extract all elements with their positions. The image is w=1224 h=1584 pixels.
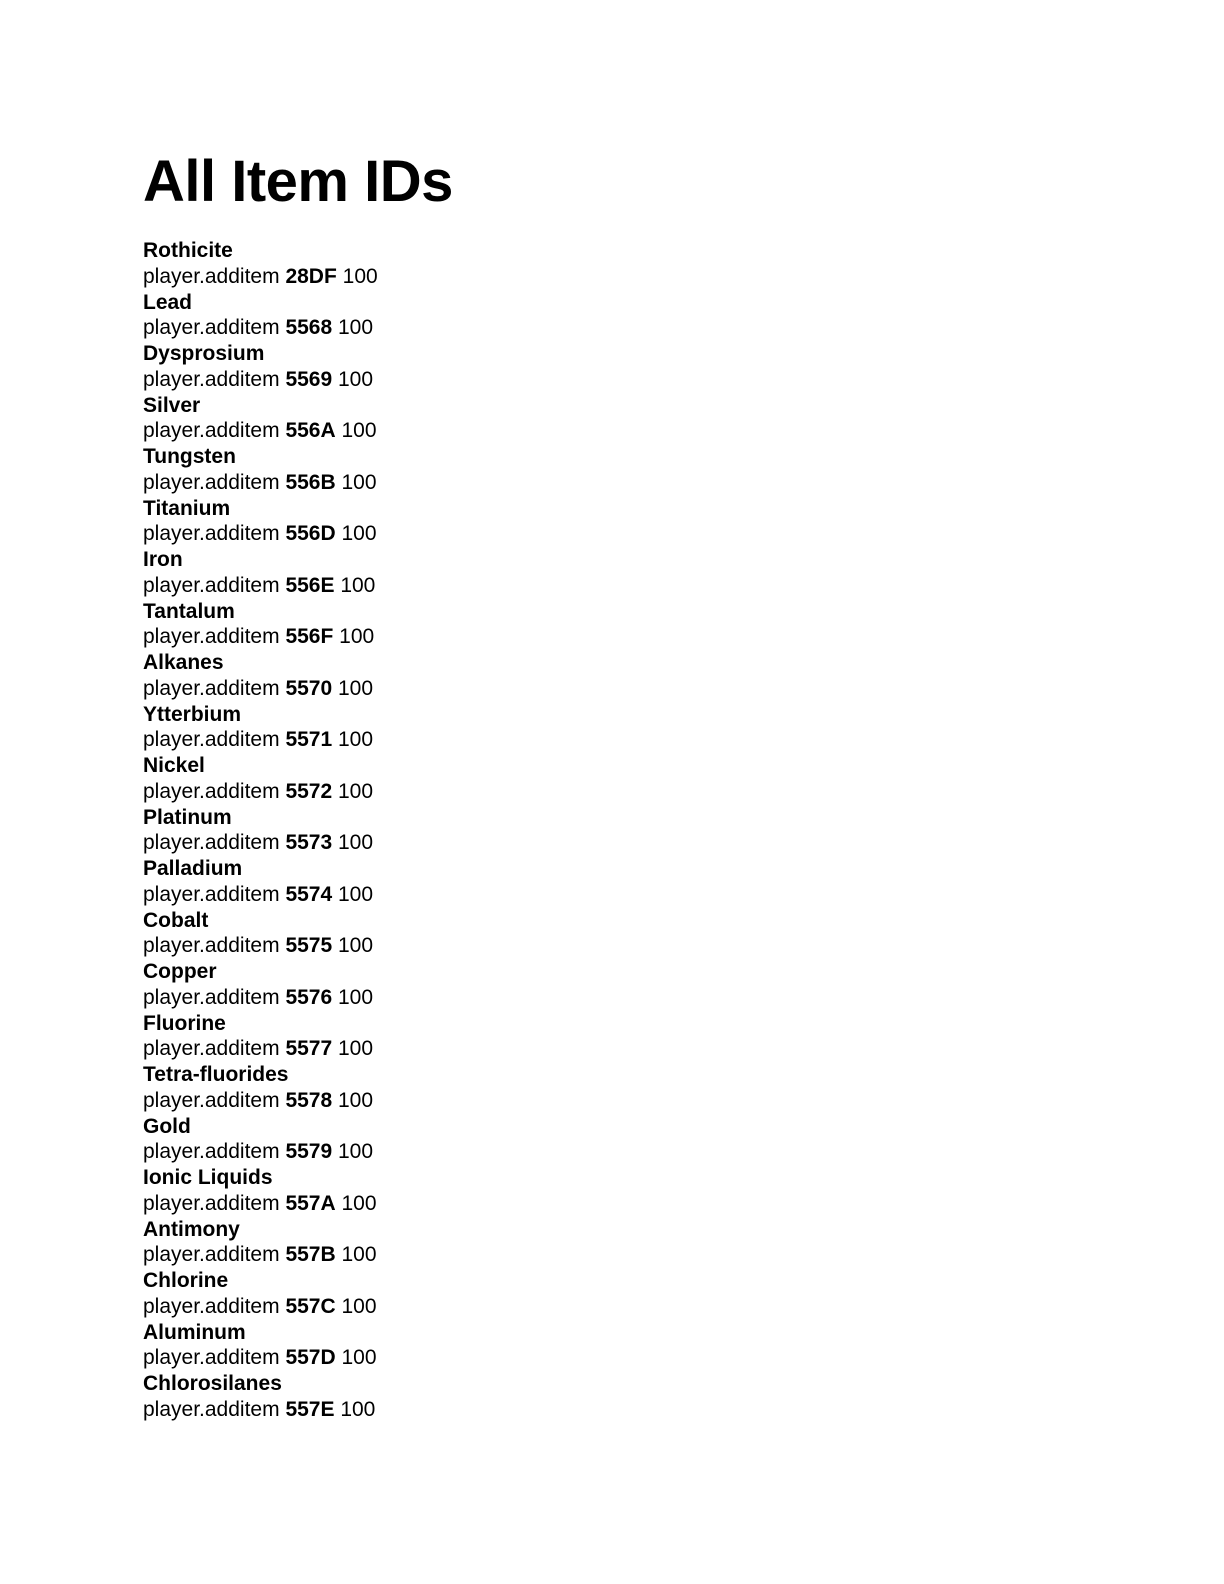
item-id: 5573 [285,831,333,855]
command-prefix: player.additem [143,470,280,494]
list-item [143,650,1043,702]
list-item [143,1320,1043,1372]
item-quantity: 100 [338,882,374,906]
list-item [143,290,1043,342]
command-prefix: player.additem [143,831,280,855]
item-quantity: 100 [338,316,374,340]
command-prefix: player.additem [143,1037,280,1061]
command-prefix: player.additem [143,882,280,906]
item-quantity: 100 [338,1088,374,1112]
item-name: Platinum [143,805,232,829]
list-item [143,1371,1043,1423]
item-name: Tantalum [143,599,235,623]
command-prefix: player.additem [143,264,280,288]
item-quantity: 100 [341,470,377,494]
item-id: 5568 [285,316,333,340]
item-command [143,1294,1043,1320]
command-prefix: player.additem [143,419,280,443]
item-name: Aluminum [143,1320,246,1344]
item-command [143,624,1043,650]
list-item [143,238,1043,290]
item-command [143,779,1043,805]
item-command [143,830,1043,856]
list-item [143,702,1043,754]
item-id: 556D [285,522,336,546]
page-title: All Item IDs [143,149,453,214]
item-id: 5574 [285,882,333,906]
item-name: Copper [143,960,217,983]
item-id: 5577 [285,1037,333,1061]
item-command [143,470,1043,496]
item-id: 556B [285,470,336,494]
item-name: Rothicite [143,239,233,262]
item-quantity: 100 [338,676,374,700]
item-name: Nickel [143,754,205,777]
item-id: 5579 [285,1140,333,1164]
list-item [143,753,1043,805]
item-quantity: 100 [338,367,374,391]
item-quantity: 100 [341,1294,377,1318]
item-id: 557B [285,1243,336,1267]
item-id: 5578 [285,1088,333,1112]
command-prefix: player.additem [143,1243,280,1267]
item-name: Antimony [143,1217,240,1241]
item-quantity: 100 [338,779,374,803]
item-command [143,521,1043,547]
item-name: Ionic Liquids [143,1166,273,1189]
item-name: Chlorine [143,1269,229,1292]
list-item [143,1062,1043,1114]
item-quantity: 100 [341,1346,377,1370]
item-name: Tetra-fluorides [143,1063,289,1086]
item-command [143,1242,1043,1268]
list-item [143,393,1043,445]
item-quantity: 100 [340,1397,376,1421]
item-list [143,238,1043,1423]
command-prefix: player.additem [143,779,280,803]
item-name: Ytterbium [143,702,242,726]
item-name: Iron [143,548,183,571]
item-id: 5576 [285,985,333,1009]
command-prefix: player.additem [143,985,280,1009]
list-item [143,599,1043,651]
item-command [143,933,1043,959]
item-quantity: 100 [338,985,374,1009]
list-item [143,341,1043,393]
item-name: Silver [143,393,201,417]
command-prefix: player.additem [143,367,280,391]
item-quantity: 100 [338,934,374,958]
item-quantity: 100 [338,1140,374,1164]
item-command [143,418,1043,444]
item-command [143,676,1043,702]
item-command [143,1036,1043,1062]
item-quantity: 100 [341,419,377,443]
item-command [143,367,1043,393]
command-prefix: player.additem [143,316,280,340]
item-quantity: 100 [340,573,376,597]
item-name: Fluorine [143,1011,226,1035]
item-quantity: 100 [342,264,378,288]
list-item [143,959,1043,1011]
item-name: Chlorosilanes [143,1372,282,1395]
item-name: Tungsten [143,445,236,468]
command-prefix: player.additem [143,1294,280,1318]
list-item [143,547,1043,599]
command-prefix: player.additem [143,1088,280,1112]
item-command [143,1345,1043,1371]
item-quantity: 100 [341,1191,377,1215]
item-quantity: 100 [338,831,374,855]
item-id: 556F [285,625,334,649]
item-command [143,573,1043,599]
item-quantity: 100 [341,522,377,546]
command-prefix: player.additem [143,1346,280,1370]
list-item [143,496,1043,548]
item-command [143,1139,1043,1165]
item-name: Lead [143,290,193,314]
item-id: 556A [285,419,336,443]
item-id: 5570 [285,676,333,700]
list-item [143,444,1043,496]
command-prefix: player.additem [143,1140,280,1164]
item-id: 5575 [285,934,333,958]
item-id: 557A [285,1191,336,1215]
item-quantity: 100 [338,1037,374,1061]
item-name: Titanium [143,496,231,520]
item-command [143,315,1043,341]
command-prefix: player.additem [143,522,280,546]
command-prefix: player.additem [143,625,280,649]
list-item [143,1114,1043,1166]
command-prefix: player.additem [143,676,280,700]
item-id: 5571 [285,728,333,752]
item-id: 557D [285,1346,336,1370]
item-command [143,727,1043,753]
item-command [143,264,1043,290]
item-id: 557E [285,1397,335,1421]
item-name: Cobalt [143,908,209,932]
command-prefix: player.additem [143,1397,280,1421]
list-item [143,805,1043,857]
item-quantity: 100 [341,1243,377,1267]
item-id: 556E [285,573,335,597]
item-command [143,1088,1043,1114]
item-quantity: 100 [339,625,375,649]
item-command [143,882,1043,908]
item-quantity: 100 [338,728,374,752]
item-command [143,1397,1043,1423]
list-item [143,908,1043,960]
command-prefix: player.additem [143,728,280,752]
list-item [143,1165,1043,1217]
item-name: Gold [143,1114,191,1138]
item-command [143,1191,1043,1217]
item-id: 5569 [285,367,333,391]
item-name: Dysprosium [143,342,265,365]
command-prefix: player.additem [143,573,280,597]
list-item [143,1217,1043,1269]
document-page [143,148,1043,1423]
item-id: 28DF [285,264,337,288]
item-name: Palladium [143,857,243,880]
item-id: 5572 [285,779,333,803]
list-item [143,856,1043,908]
item-name: Alkanes [143,651,224,674]
list-item [143,1268,1043,1320]
item-id: 557C [285,1294,336,1318]
item-command [143,985,1043,1011]
command-prefix: player.additem [143,1191,280,1215]
list-item [143,1011,1043,1063]
command-prefix: player.additem [143,934,280,958]
